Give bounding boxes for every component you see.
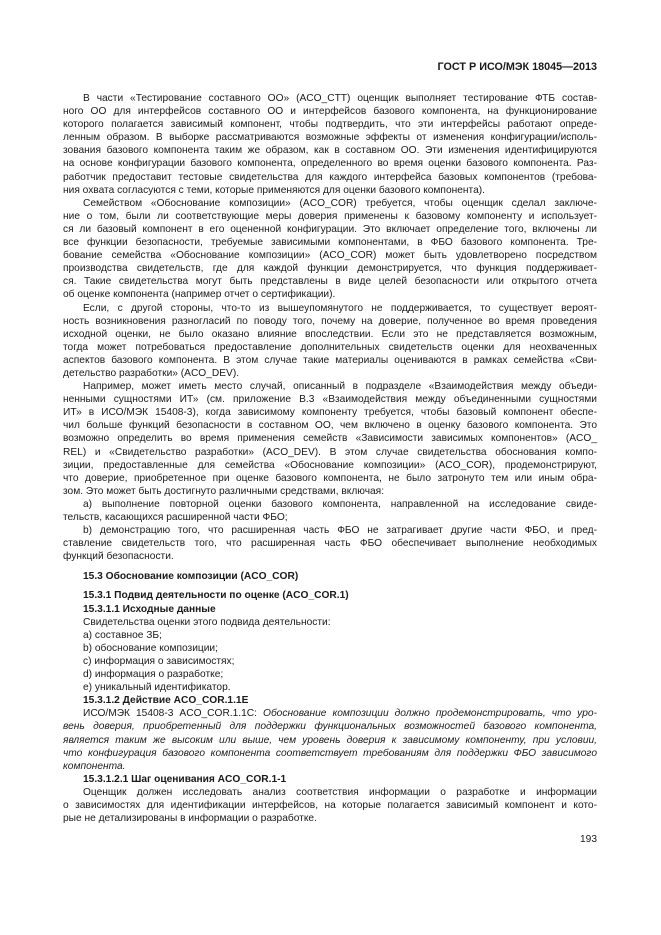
- text-line: b) демонстрацию того, что расширенная часть ФБО не затрагивает другие части ФБО, и пред-: [83, 525, 597, 537]
- text-line: [63, 707, 597, 720]
- section-heading: [63, 694, 597, 707]
- text-line: a) составное ЗБ;: [83, 629, 162, 641]
- text-line: Свидетельства оценки этого подвида деятельности:: [83, 616, 331, 628]
- text-line: В части «Тестирование составного ОО» (ACO_CTT) оценщик выполняет тестирование ФТБ состав-: [83, 93, 597, 104]
- text-line: все функции безопасности, требуемые зависимыми компонентами, в ФБО базового компонента. Тре-: [63, 237, 597, 249]
- section-heading: [63, 603, 597, 616]
- text-line: о зависимостях для идентификации интерфейсов, на которые полагается зависимый компонент и кото-: [63, 799, 597, 811]
- text-line: зования базового компонента таким же образом, как в составном ОО. Эти изменения идентифицируются: [63, 145, 597, 157]
- text-line: ся ли базовый компонент в его оцененной конфигурации. Это включает определение того, включены ли: [63, 223, 597, 235]
- text-line: детельство разработки» (ACO_DEV).: [63, 367, 240, 379]
- paragraph: [63, 707, 597, 772]
- running-header: ГОСТ Р ИСО/МЭК 18045—2013: [437, 61, 597, 73]
- text-line: REL) и «Свидетельство разработки» (ACO_DEV). В этом случае свидетельства обоснования компо-: [63, 446, 597, 458]
- text-line: 15.3.1 Подвид деятельности по оценке (ACO_COR.1): [83, 590, 349, 602]
- text-line: компонента.: [63, 760, 126, 772]
- text-line: Например, может иметь место случай, описанный в подразделе «Взаимодействия между объеди-: [83, 381, 597, 393]
- page-number: 193: [580, 834, 597, 845]
- text-line: Если, с другой стороны, что-то из вышеупомянутого не поддерживается, то существует вероят-: [83, 302, 597, 314]
- paragraph: [63, 629, 597, 642]
- paragraph: [63, 616, 597, 629]
- text-line: d) информация о разработке;: [83, 669, 224, 681]
- text-line: чил больше функций безопасности в составном ОО, чем включено в оценку базового компонента. Это: [63, 420, 597, 432]
- text-line: ность возникновения разногласий по поводу того, почему на доверие, полученное во время проведения: [63, 315, 597, 327]
- text-line: Оценщик должен исследовать анализ соответствия информации о разработке и информации: [83, 786, 597, 798]
- text-line: 15.3 Обоснование композиции (ACO_COR): [83, 571, 299, 583]
- text-line: что доверие, приобретенное при оценке базового компонента, не было затронуто тем или иным обра-: [63, 472, 597, 484]
- paragraph: [63, 380, 597, 498]
- paragraph: [63, 498, 597, 524]
- text-line: на основе конфигурации базового компонента, определенного во время оценки базового компонента. Раз-: [63, 158, 597, 170]
- section-heading: [63, 570, 597, 583]
- text-line: ния охвата согласуются с теми, которые применяются для оценки базового компонента).: [63, 184, 485, 196]
- text-line: a) выполнение повторной оценки базового компонента, направленной на исследование свиде-: [83, 498, 597, 510]
- text-line: которого полагается зависимый компонент, чтобы подтвердить, что эти интерфейсы работают опреде-: [63, 119, 597, 131]
- paragraph: [63, 524, 597, 563]
- text-line: об оценке компонента (например отчет о сертификации).: [63, 289, 336, 301]
- document-body: [63, 92, 597, 825]
- section-heading: [63, 589, 597, 602]
- text-line: ИТ» в ИСО/МЭК 15408-3), когда зависимому компоненту требуется, чтобы базовый компонент обеспе-: [63, 407, 597, 419]
- paragraph: [63, 642, 597, 655]
- text-line: 15.3.1.2 Действие ACO_COR.1.1E: [83, 695, 249, 707]
- text-line: 15.3.1.1 Исходные данные: [83, 603, 216, 615]
- text-line: возможно определить во время применения семейств «Зависимости зависимых компонентов» (ACO_: [63, 433, 597, 445]
- paragraph: [63, 786, 597, 825]
- text-line: зом. Это может быть достигнуто различными средствами, включая:: [63, 485, 385, 497]
- text-line: что конфигурация базового компонента соответствует требованиям для поддержки ФБО зависимого: [63, 747, 597, 759]
- paragraph: [63, 302, 597, 381]
- text-line: аспектов базового компонента. В этом случае такие материалы оцениваются в рамках семейства «Сви-: [63, 354, 597, 366]
- paragraph: [63, 655, 597, 668]
- text-line: Семейством «Обоснование композиции» (ACO_COR) требуется, чтобы оценщик сделал заключе-: [83, 197, 597, 209]
- italic-text: Обоснование композиции должно продемонстрировать, что уро-: [263, 708, 597, 720]
- text-line: функций безопасности.: [63, 551, 174, 563]
- text-line: тельств, касающихся расширенной части ФБО;: [63, 512, 288, 523]
- text-line: производства свидетельств, где для каждой функции демонстрируется, что функция поддерживает-: [63, 263, 597, 275]
- paragraph: [63, 92, 597, 197]
- section-heading: [63, 773, 597, 786]
- paragraph: [63, 681, 597, 694]
- paragraph: [63, 197, 597, 302]
- text-line: ного ОО для интерфейсов составного ОО и интерфейсов базового компонента, на функционирование: [63, 106, 597, 118]
- text-line: ние о том, были ли соответствующие меры доверия применены к базовому компоненту и использует-: [63, 210, 597, 222]
- text-line: зиции, предоставленные для семейства «Обоснование композиции» (ACO_COR), продемонстрируют,: [63, 459, 597, 471]
- text-line: исходной оценки, не было оказано влияние впоследствии. Если это не представляется возможным,: [63, 328, 597, 340]
- text-line: ся. Такие свидетельства могут быть представлены в виде целей безопасности или открытого отчета: [63, 276, 597, 288]
- text-line: 15.3.1.2.1 Шаг оценивания ACO_COR.1-1: [83, 773, 287, 785]
- text-line: является таким же высоким или выше, чем уровень доверия к зависимому компоненту, при условии,: [63, 734, 597, 746]
- text-line: рые не детализированы в информации о разработке.: [63, 813, 317, 825]
- text-line: ненными сущностями ИТ» (см. приложение В.3 «Взаимодействия между объединенными сущностями: [63, 394, 597, 406]
- text-line: ставление свидетельств того, что расширенная часть ФБО обеспечивает выполнение необходимых: [63, 538, 597, 550]
- text-line: e) уникальный идентификатор.: [83, 682, 231, 694]
- reference-prefix: ИСО/МЭК 15408-3 ACO_COR.1.1C:: [83, 708, 264, 720]
- text-line: b) обоснование композиции;: [83, 642, 218, 654]
- text-line: вень доверия, приобретенный для поддержки функциональных возможностей базового компонента,: [63, 721, 597, 733]
- text-line: c) информация о зависимостях;: [83, 655, 235, 667]
- text-line: работчик предоставит тестовые свидетельства для каждого интерфейса базовых компонентов (требова-: [63, 171, 597, 183]
- text-line: ленным образом. В выборке рассматриваются возможные эффекты от изменения конфигурации/исполь-: [63, 132, 597, 144]
- text-line: тогда может потребоваться предоставление дополнительных свидетельств оценки для неохваченных: [63, 341, 597, 353]
- text-line: бование семейства «Обоснование композиции» (ACO_COR) может быть удовлетворено посредством: [63, 250, 597, 262]
- paragraph: [63, 668, 597, 681]
